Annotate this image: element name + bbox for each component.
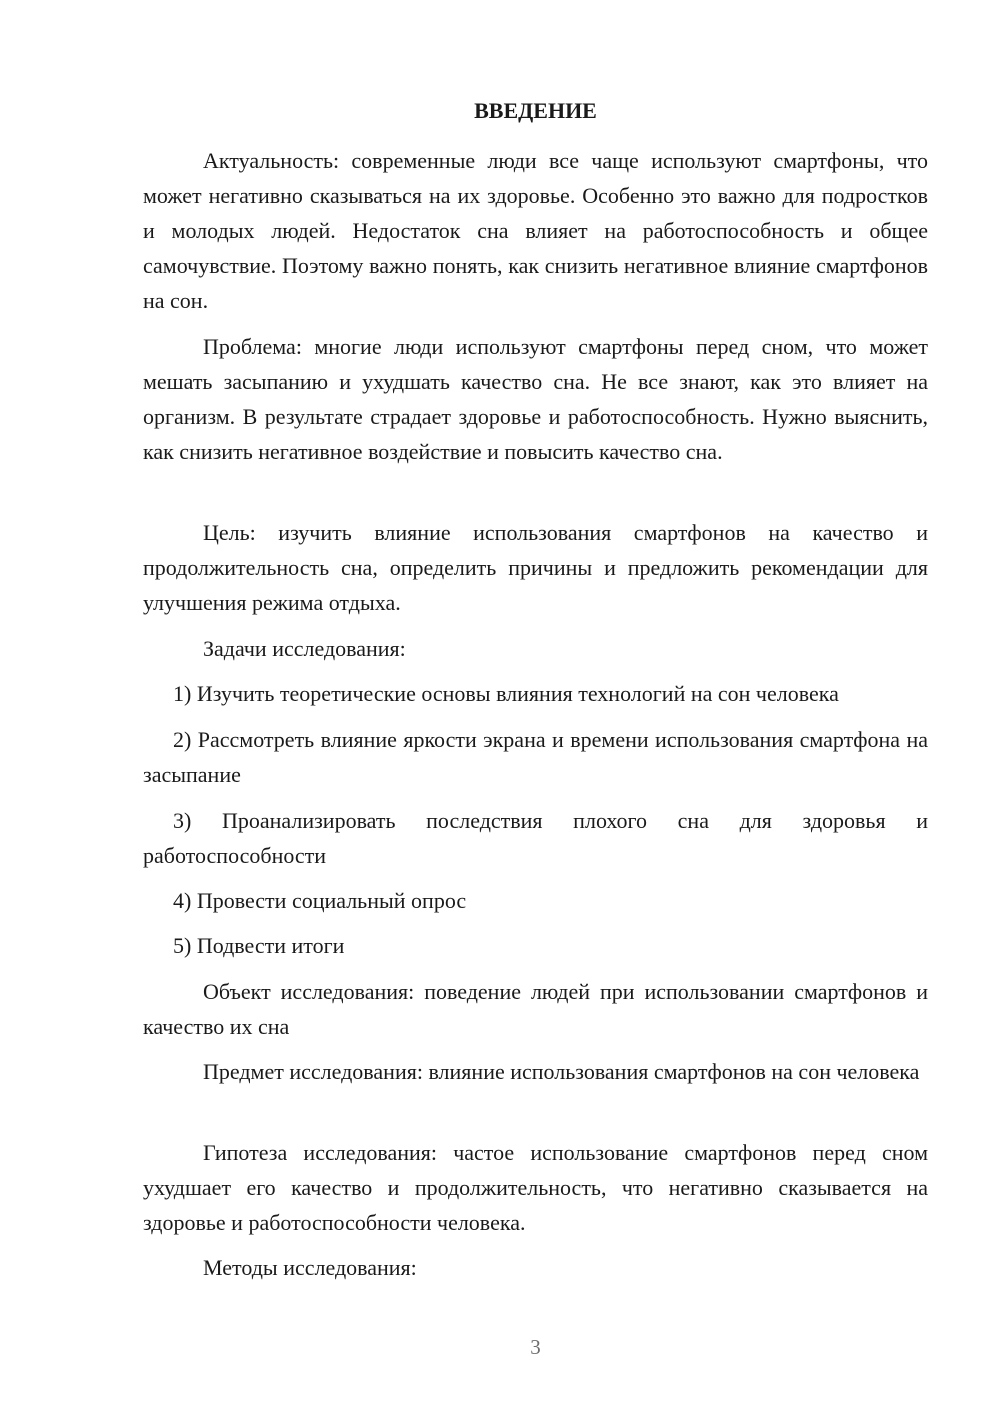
task-item-2: 2) Рассмотреть влияние яркости экрана и времени использования смартфона на засыпание [143,727,928,787]
tasks-heading: Задачи исследования: [203,636,406,661]
relevance-paragraph: Актуальность: современные люди все чаще используют смартфоны, что может негативно сказываться на их здоровье. Особенно это важно для подростков и молодых людей. Недостаток сна влияет на работоспособность и общее самочувствие. Поэтому важно понять, как снизить негативное влияние смартфонов на сон. [143,148,928,313]
task-item-5: 5) Подвести итоги [173,933,345,958]
subject-paragraph: Предмет исследования: влияние использования смартфонов на сон человека [203,1059,920,1084]
task-item-3: 3) Проанализировать последствия плохого сна для здоровья и работоспособности [143,808,928,868]
page-title: ВВЕДЕНИЕ [474,98,597,123]
goal-paragraph: Цель: изучить влияние использования смартфонов на качество и продолжительность сна, определить причины и предложить рекомендации для улучшения режима отдыха. [143,520,928,615]
task-item-1: 1) Изучить теоретические основы влияния технологий на сон человека [173,681,839,706]
object-paragraph: Объект исследования: поведение людей при использовании смартфонов и качество их сна [143,979,928,1039]
document-page [143,0,928,1414]
task-item-4: 4) Провести социальный опрос [173,888,467,913]
page-number: 3 [530,1335,541,1359]
methods-heading: Методы исследования: [203,1255,417,1280]
problem-paragraph: Проблема: многие люди используют смартфоны перед сном, что может мешать засыпанию и ухудшать качество сна. Не все знают, как это влияет на организм. В результате страдает здоровье и работоспособность. Нужно выяснить, как снизить негативное воздействие и повысить качество сна. [143,334,928,464]
hypothesis-paragraph: Гипотеза исследования: частое использование смартфонов перед сном ухудшает его качество и продолжительность, что негативно сказывается на здоровье и работоспособности человека. [143,1140,928,1235]
